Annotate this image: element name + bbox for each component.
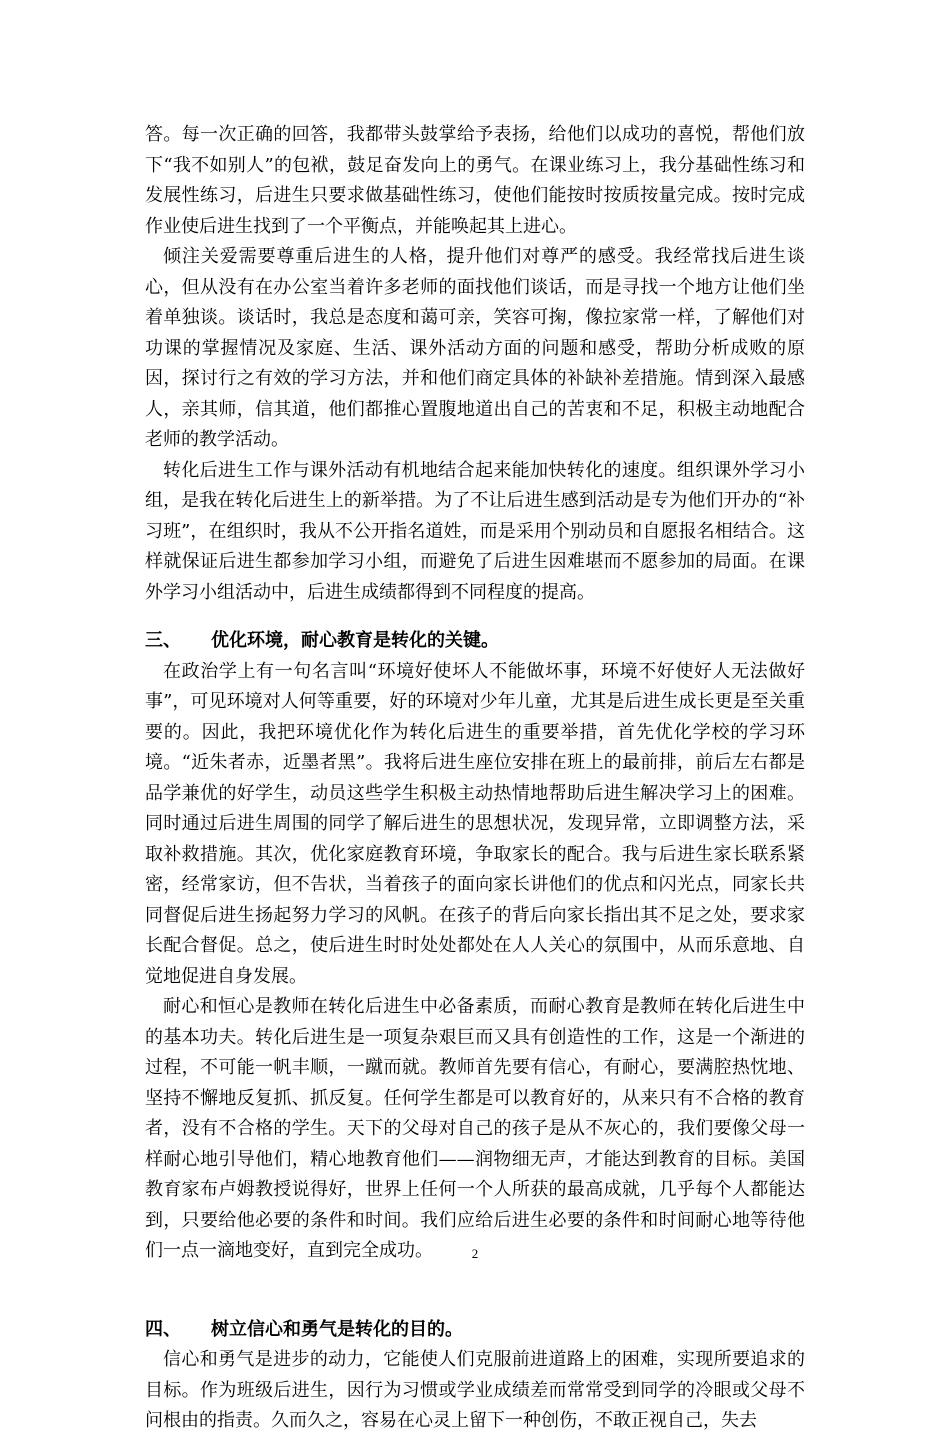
- page-number: 2: [471, 1246, 479, 1261]
- paragraph: 倾注关爱需要尊重后进生的人格，提升他们对尊严的感受。我经常找后进生谈心，但从没有在办公室当着许多老师的面找他们谈话，而是寻找一个地方让他们坐着单独谈。谈话时，我总是态度和蔼可亲，笑容可掬，像拉家常一样，了解他们对功课的掌握情况及家庭、生活、课外活动方面的问题和感受，帮助分析成败的原因，探讨行之有效的学习方法，并和他们商定具体的补缺补差措施。情到深入最感人，亲其师，信其道，他们都推心置腹地道出自己的苦衷和不足，积极主动地配合老师的教学活动。: [145, 246, 805, 450]
- paragraph: 耐心和恒心是教师在转化后进生中必备素质，而耐心教育是教师在转化后进生中的基本功夫。转化后进生是一项复杂艰巨而又具有创造性的工作，这是一个渐进的过程，不可能一帆丰顺，一蹴而就。教师首先要有信心，有耐心，要满腔热忱地、坚持不懈地反复抓、抓反复。任何学生都是可以教育好的，从来只有不合格的教育者，没有不合格的学生。天下的父母对自己的孩子是从不灰心的，我们要像父母一样耐心地引导他们，精心地教育他们——润物细无声，才能达到教育的目标。美国教育家布卢姆教授说得好，世界上任何一个人所获的最高成就，几乎每个人都能达到，只要给他必要的条件和时间。我们应给后进生必要的条件和时间耐心地等待他们一点一滴地变好，直到完全成功。: [145, 996, 805, 1261]
- section-number: 四、: [145, 1318, 181, 1340]
- paragraph: 信心和勇气是进步的动力，它能使人们克服前进道路上的困难，实现所要追求的目标。作为班级后进生，因行为习惯或学业成绩差而常常受到同学的冷眼或父母不问根由的指责。久而久之，容易在心灵上留下一种创伤，不敢正视自己，失去: [145, 1349, 805, 1431]
- section-number: 三、: [145, 630, 181, 651]
- document-page: [145, 120, 805, 1437]
- paragraph: 转化后进生工作与课外活动有机地结合起来能加快转化的速度。组织课外学习小组，是我在转化后进生上的新举措。为了不让后进生感到活动是专为他们开办的“补习班”，在组织时，我从不公开指名道姓，而是采用个别动员和自愿报名相结合。这样就保证后进生都参加学习小组，而避免了后进生因难堪而不愿参加的局面。在课外学习小组活动中，后进生成绩都得到不同程度的提高。: [145, 459, 805, 603]
- paragraph: 在政治学上有一句名言叫“环境好使坏人不能做坏事，环境不好使好人无法做好事”，可见环境对人何等重要，好的环境对少年儿童，尤其是后进生成长更是至关重要的。因此，我把环境优化作为转化后进生的重要举措，首先优化学校的学习环境。“近朱者赤，近墨者黑”。我将后进生座位安排在班上的最前排，前后左右都是品学兼优的好学生，动员这些学生积极主动热情地帮助后进生解决学习上的困难。同时通过后进生周围的同学了解后进生的思想状况，发现异常，立即调整方法，采取补救措施。其次，优化家庭教育环境，争取家长的配合。我与后进生家长联系紧密，经常家访，但不告状，当着孩子的面向家长讲他们的优点和闪光点，同家长共同督促后进生扬起努力学习的风帆。在孩子的背后向家长指出其不足之处，要求家长配合督促。总之，使后进生时时处处都处在人人关心的氛围中，从而乐意地、自觉地促进自身发展。: [145, 660, 805, 987]
- section-title: 优化环境，耐心教育是转化的关键。: [211, 630, 499, 651]
- section-heading-3: [145, 626, 805, 657]
- section-heading-4: [145, 1315, 805, 1346]
- paragraph: 答。每一次正确的回答，我都带头鼓掌给予表扬，给他们以成功的喜悦，帮他们放下“我不如别人”的包袱，鼓足奋发向上的勇气。在课业练习上，我分基础性练习和发展性练习，后进生只要求做基础性练习，使他们能按时按质按量完成。按时完成作业使后进生找到了一个平衡点，并能唤起其上进心。: [145, 124, 805, 237]
- section-title: 树立信心和勇气是转化的目的。: [211, 1318, 463, 1340]
